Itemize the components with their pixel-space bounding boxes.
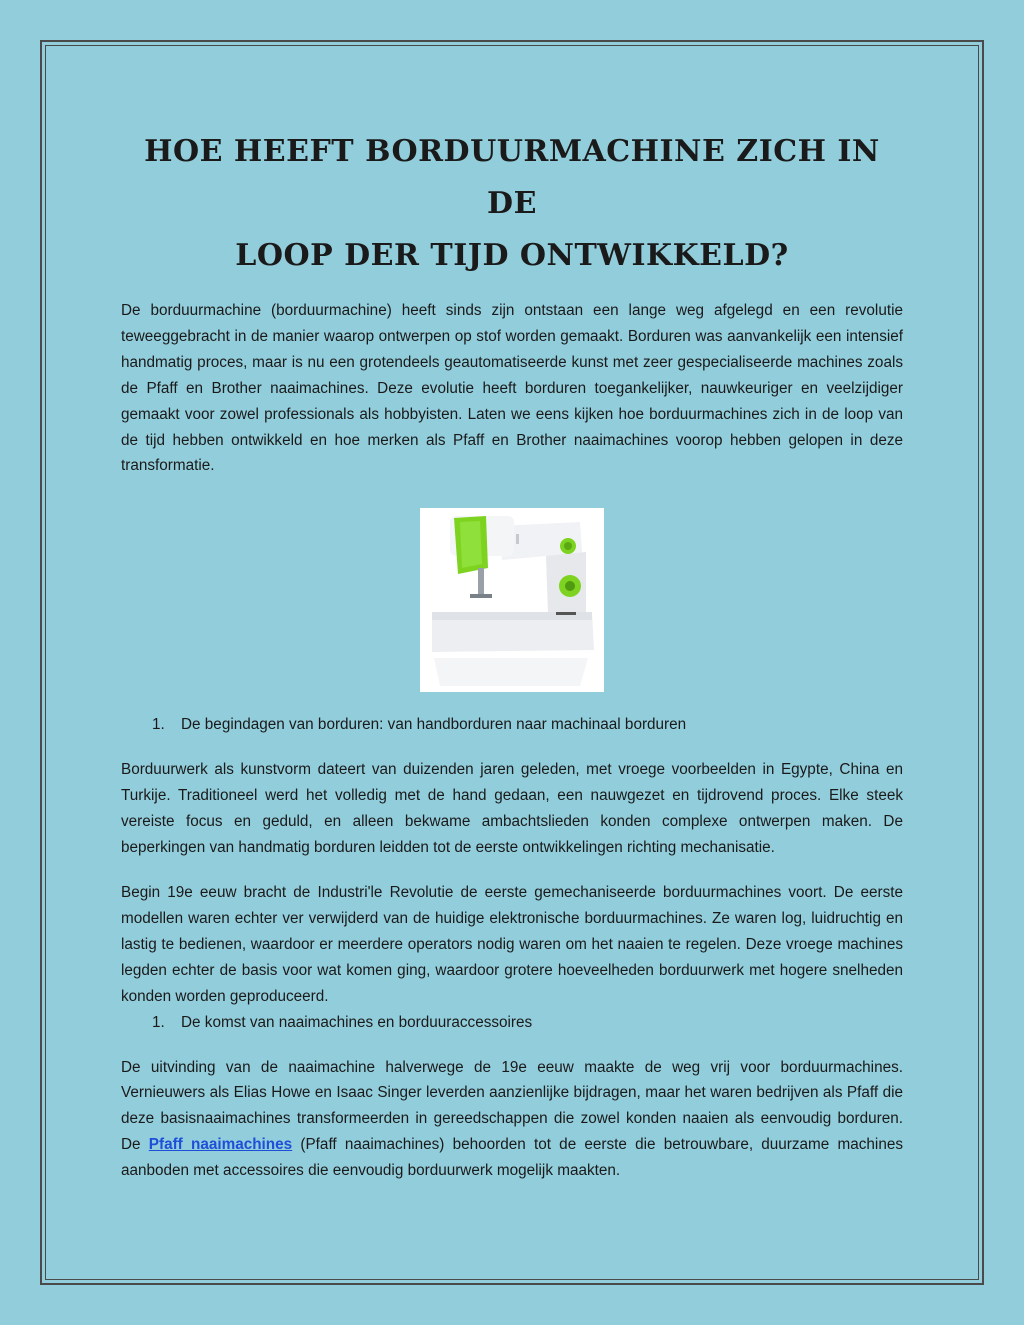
- pfaff-naaimachines-link[interactable]: Pfaff naaimachines: [148, 1136, 293, 1154]
- title-line-2: LOOP DER TIJD ONTWIKKELD?: [235, 238, 789, 273]
- section-2-heading-text: De komst van naaimachines en borduuraccessoires: [181, 1013, 533, 1031]
- section-1-heading: [121, 712, 903, 738]
- section-2-text-before-link: De uitvinding van de naaimachine halverwege de 19e eeuw maakte de weg vrij voor borduurmachines. Vernieuwers als Elias Howe en Isaac Singer leverden aanzienlijke bijdragen, maar het waren bedrijven als Pfaff die deze basisnaaimachines transformeerden in gereedschappen die zowel konden naaien als eenvoudig borduren. De: [121, 1058, 903, 1154]
- section-2-paragraph-1: [121, 1055, 903, 1185]
- section-1-heading-text: De begindagen van borduren: van handborduren naar machinaal borduren: [181, 716, 687, 734]
- intro-paragraph: De borduurmachine (borduurmachine) heeft sinds zijn ontstaan een lange weg afgelegd en een revolutie teweeggebracht in de manier waarop ontwerpen op stof worden gemaakt. Borduren was aanvankelijk een intensief handmatig proces, maar is nu een grotendeels geautomatiseerde kunst met zeer gespecialiseerde machines zoals de Pfaff en Brother naaimachines. Deze evolutie heeft borduren toegankelijker, nauwkeuriger en veelzijdiger gemaakt voor zowel professionals als hobbyisten. Laten we eens kijken hoe borduurmachines zich in de loop van de tijd hebben ontwikkeld en hoe merken als Pfaff en Brother naaimachines voorop hebben gelopen in deze transformatie.: [121, 302, 903, 475]
- section-2-number: 1.: [152, 1013, 165, 1031]
- title-line-1: HOE HEEFT BORDUURMACHINE ZICH IN DE: [144, 134, 880, 221]
- document-body: [121, 126, 903, 1184]
- section-1-number: 1.: [152, 716, 165, 734]
- section-1-paragraph-2: Begin 19e eeuw bracht de Industri'le Revolutie de eerste gemechaniseerde borduurmachines voort. De eerste modellen waren echter ver verwijderd van de huidige elektronische borduurmachines. Ze waren log, luidruchtig en lastig te bedienen, waardoor er meerdere operators nodig waren om het naaien te regelen. Deze vroege machines legden echter de basis voor wat komen ging, waardoor grotere hoeveelheden borduurwerk met hogere snelheden konden worden geproduceerd.: [121, 883, 903, 1005]
- page-title: [121, 126, 903, 282]
- section-1-paragraph-1: Borduurwerk als kunstvorm dateert van duizenden jaren geleden, met vroege voorbeelden in Egypte, China en Turkije. Traditioneel werd het volledig met de hand gedaan, een nauwgezet en tijdrovend proces. Elke steek vereiste focus en geduld, en alleen bekwame ambachtslieden konden complexe ontwerpen maken. De beperkingen van handmatig borduren leidden tot de eerste ontwikkelingen richting mechanisatie.: [121, 761, 903, 857]
- sewing-machine-image: [420, 508, 604, 692]
- section-2-text-after-link: (Pfaff naaimachines) behoorden tot de eerste die betrouwbare, duurzame machines aanboden met accessoires die eenvoudig borduurwerk mogelijk maakten.: [121, 1136, 903, 1180]
- sewing-machine-illustration: [420, 508, 604, 692]
- section-2-heading: [121, 1010, 903, 1036]
